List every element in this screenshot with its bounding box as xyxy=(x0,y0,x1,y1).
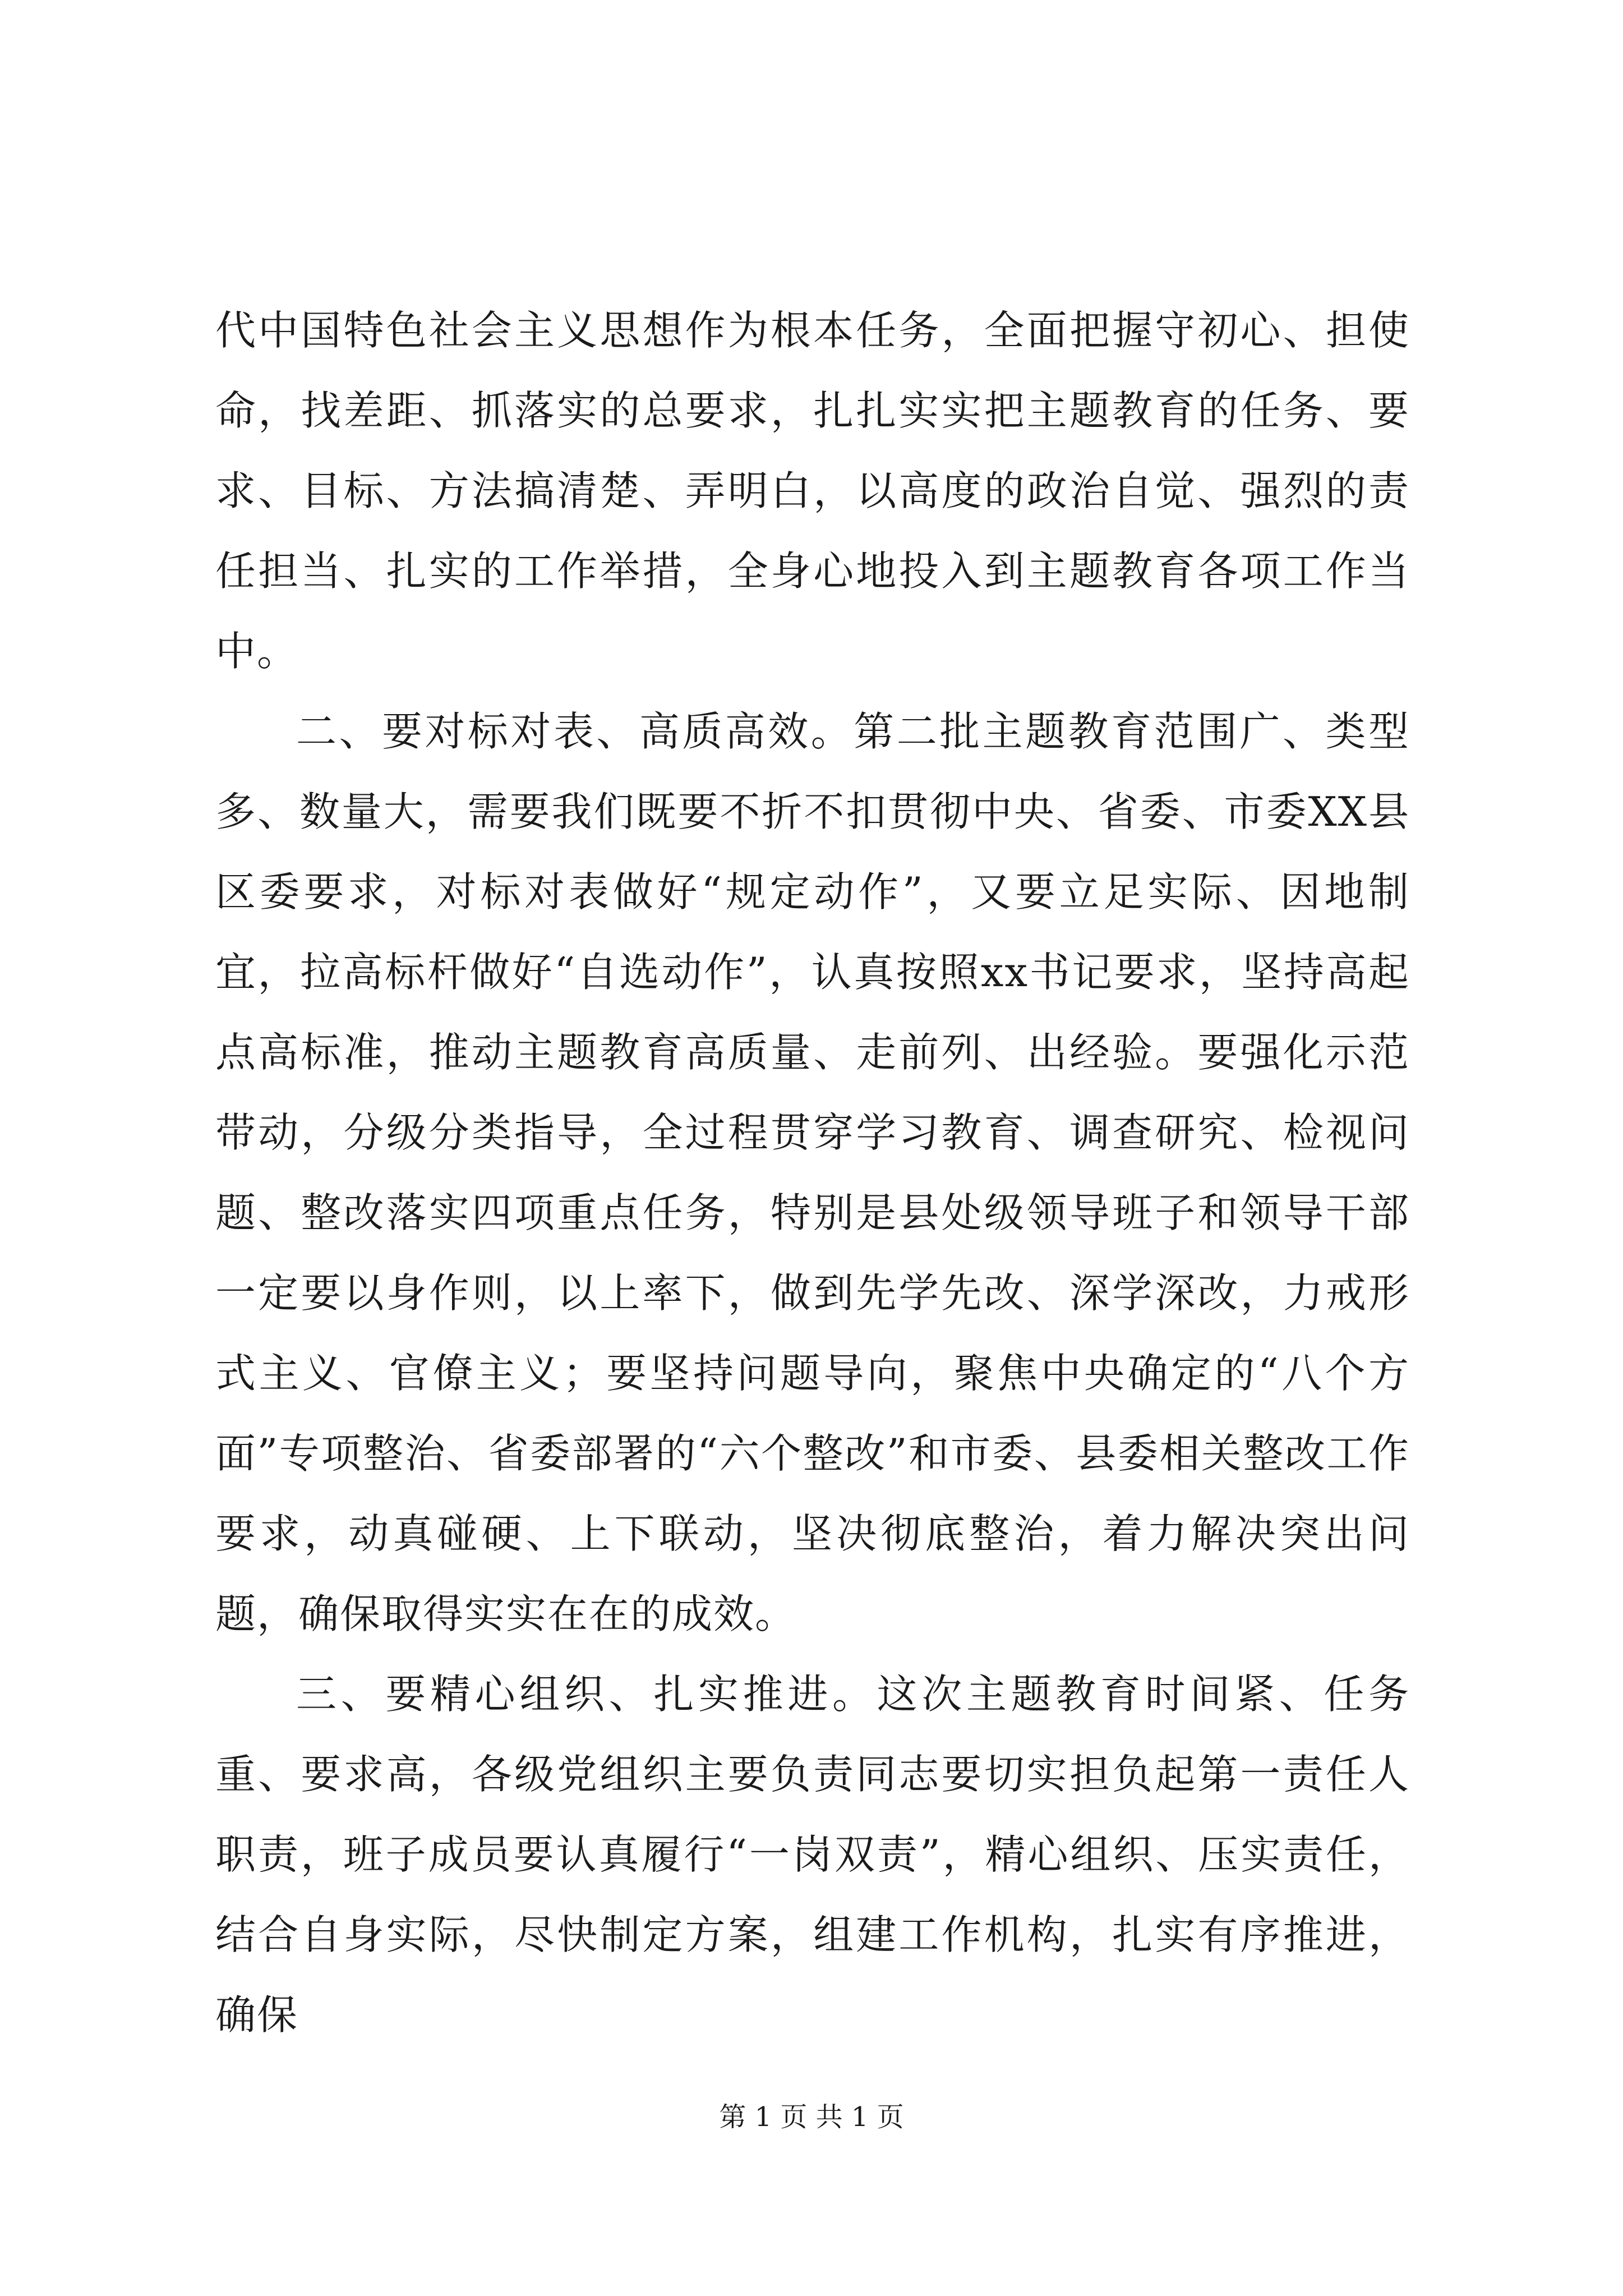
document-body xyxy=(215,291,1410,2055)
page-footer: 第 1 页 共 1 页 xyxy=(719,2101,904,2133)
paragraph-section-two: 二、要对标对表、高质高效。第二批主题教育范围广、类型多、数量大，需要我们既要不折不扣贯彻中央、省委、市委XX县区委要求，对标对表做好“规定动作”，又要立足实际、因地制宜，拉高标杆做好“自选动作”，认真按照xx书记要求，坚持高起点高标准，推动主题教育高质量、走前列、出经验。要强化示范带动，分级分类指导，全过程贯穿学习教育、调查研究、检视问题、整改落实四项重点任务，特别是县处级领导班子和领导干部一定要以身作则，以上率下，做到先学先改、深学深改，力戒形式主义、官僚主义；要坚持问题导向，聚焦中央确定的“八个方面”专项整治、省委部署的“六个整改”和市委、县委相关整改工作要求，动真碰硬、上下联动，坚决彻底整治，着力解决突出问题，确保取得实实在在的成效。 xyxy=(215,708,1410,1637)
paragraph-continuation: 代中国特色社会主义思想作为根本任务，全面把握守初心、担使命，找差距、抓落实的总要求，扎扎实实把主题教育的任务、要求、目标、方法搞清楚、弄明白，以高度的政治自觉、强烈的责任担当、扎实的工作举措，全身心地投入到主题教育各项工作当中。 xyxy=(215,307,1410,675)
paragraph-section-three: 三、要精心组织、扎实推进。这次主题教育时间紧、任务重、要求高，各级党组织主要负责同志要切实担负起第一责任人职责，班子成员要认真履行“一岗双责”，精心组织、压实责任，结合自身实际，尽快制定方案，组建工作机构，扎实有序推进，确保 xyxy=(215,1671,1410,2039)
